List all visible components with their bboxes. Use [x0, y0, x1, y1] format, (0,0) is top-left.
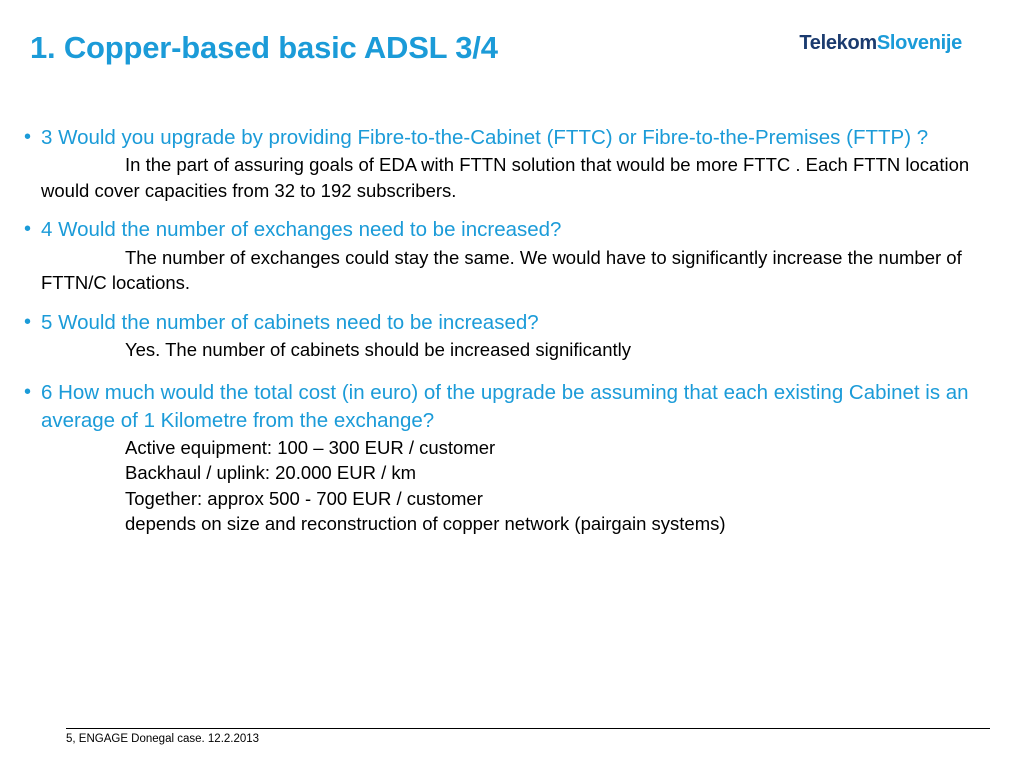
question-text: 3 Would you upgrade by providing Fibre-to-the-Cabinet (FTTC) or Fibre-to-the-Premises (FTTP) ? — [41, 126, 929, 149]
bullet-icon: • — [24, 381, 32, 404]
bullet-icon: • — [24, 126, 32, 148]
qa-block — [24, 379, 1004, 537]
question-text: 6 How much would the total cost (in euro) of the upgrade be assuming that each existing Cabinet is an average of 1 Kilometre from the exchange? — [41, 381, 969, 432]
spacer — [24, 366, 1004, 379]
answer-extra-line: Together: approx 500 - 700 EUR / customer — [125, 487, 483, 509]
answer-text — [24, 152, 1004, 203]
answer-extra-line: Backhaul / uplink: 20.000 EUR / km — [125, 462, 417, 484]
spacer — [24, 300, 1004, 309]
answer-body: The number of exchanges could stay the same. We would have to significantly increase the number of FTTN/C locations. — [41, 246, 962, 294]
question-row — [24, 379, 1004, 434]
question-text: 5 Would the number of cabinets need to be increased? — [41, 310, 539, 334]
telekom-slovenije-logo — [799, 32, 962, 55]
logo-text-slovenije: Slovenije — [876, 32, 962, 54]
bullet-icon: • — [24, 310, 32, 333]
bullet-icon: • — [24, 218, 32, 241]
page-title: 1. Copper-based basic ADSL 3/4 — [30, 30, 498, 65]
footer-text: 5, ENGAGE Donegal case. 12.2.2013 — [66, 733, 260, 745]
answer-text — [24, 337, 1004, 363]
answer-body: In the part of assuring goals of EDA with FTTN solution that would be more FTTC . Each FTTN location would cover capacities from 32 to 192 subscribers. — [41, 154, 970, 201]
answer-body: Yes. The number of cabinets should be increased significantly — [125, 338, 631, 360]
footer-divider — [66, 728, 990, 729]
answer-body: Active equipment: 100 – 300 EUR / customer — [125, 436, 496, 458]
question-row — [24, 124, 1004, 151]
question-text: 4 Would the number of exchanges need to be increased? — [41, 218, 562, 242]
answer-extra-line: depends on size and reconstruction of copper network (pairgain systems) — [125, 513, 726, 535]
question-row — [24, 309, 1004, 336]
answer-text — [24, 435, 1004, 461]
qa-block — [24, 309, 1004, 363]
question-row — [24, 216, 1004, 243]
qa-block — [24, 216, 1004, 295]
answer-text — [24, 245, 1004, 296]
logo-text-telekom: Telekom — [799, 32, 877, 54]
qa-block — [24, 124, 1004, 203]
spacer — [24, 207, 1004, 216]
slide-content — [24, 124, 1004, 541]
